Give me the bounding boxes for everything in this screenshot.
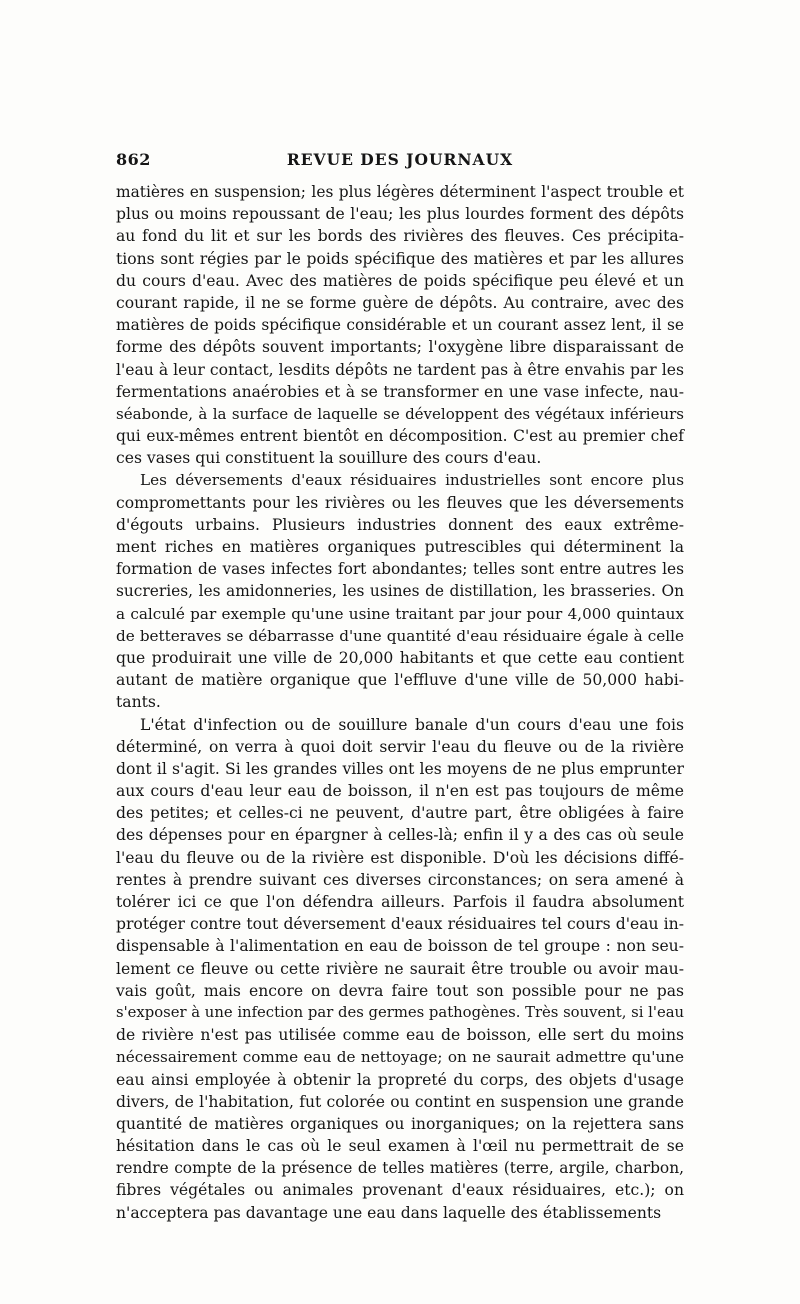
- text-line: tants.: [116, 693, 161, 712]
- text-line: de rivière n'est pas utilisée comme eau de boisson, elle sert du moins: [116, 1026, 684, 1045]
- text-line: dispensable à l'alimentation en eau de boisson de tel groupe : non seu-: [116, 937, 684, 956]
- text-line: des dépenses pour en épargner à celles-là; enfin il y a des cas où seule: [116, 826, 684, 845]
- text-line: a calculé par exemple qu'une usine traitant par jour pour 4,000 quintaux: [116, 604, 684, 623]
- text-line: au fond du lit et sur les bords des rivières des fleuves. Ces précipita-: [116, 227, 684, 246]
- text-line: divers, de l'habitation, fut colorée ou contint en suspension une grande: [116, 1092, 684, 1111]
- text-line: que produirait une ville de 20,000 habitants et que cette eau contient: [116, 648, 684, 667]
- text-line: vais goût, mais encore on devra faire tout son possible pour ne pas: [116, 981, 684, 1000]
- text-line: courant rapide, il ne se forme guère de dépôts. Au contraire, avec des: [116, 293, 684, 312]
- text-line: lement ce fleuve ou cette rivière ne saurait être trouble ou avoir mau-: [116, 959, 684, 978]
- text-line: dont il s'agit. Si les grandes villes ont les moyens de ne plus emprunter: [116, 759, 684, 778]
- text-line: déterminé, on verra à quoi doit servir l'eau du fleuve ou de la rivière: [116, 737, 684, 756]
- text-line: matières en suspension; les plus légères déterminent l'aspect trouble et: [116, 183, 684, 201]
- text-line: sucreries, les amidonneries, les usines de distillation, les brasseries. On: [116, 582, 684, 601]
- page-header: [116, 150, 684, 176]
- text-line: d'égouts urbains. Plusieurs industries donnent des eaux extrême-: [116, 515, 684, 534]
- page-number: 862: [116, 150, 151, 169]
- text-line: rendre compte de la présence de telles matières (terre, argile, charbon,: [116, 1159, 684, 1178]
- text-line: ment riches en matières organiques putrescibles qui déterminent la: [116, 538, 684, 556]
- text-line: L'état d'infection ou de souillure banale d'un cours d'eau une fois: [140, 715, 684, 734]
- body-text: [116, 181, 684, 1224]
- text-line: l'eau du fleuve ou de la rivière est disponible. D'où les décisions diffé-: [116, 848, 684, 867]
- text-line: eau ainsi employée à obtenir la propreté du corps, des objets d'usage: [116, 1070, 684, 1089]
- text-line: l'eau à leur contact, lesdits dépôts ne tardent pas à être envahis par les: [116, 360, 684, 379]
- text-line: nécessairement comme eau de nettoyage; on ne saurait admettre qu'une: [116, 1048, 684, 1067]
- running-head: REVUE DES JOURNAUX: [286, 150, 514, 169]
- text-line: séabonde, à la surface de laquelle se développent des végétaux inférieurs: [116, 404, 684, 423]
- text-line: hésitation dans le cas où le seul examen à l'œil nu permettrait de se: [116, 1137, 684, 1156]
- text-line: plus ou moins repoussant de l'eau; les plus lourdes forment des dépôts: [116, 205, 684, 224]
- text-line: qui eux-mêmes entrent bientôt en décomposition. C'est au premier chef: [116, 427, 684, 446]
- text-line: du cours d'eau. Avec des matières de poids spécifique peu élevé et un: [116, 271, 684, 290]
- paragraph-2: [116, 469, 684, 713]
- text-line: des petites; et celles-ci ne peuvent, d'autre part, être obligées à faire: [116, 804, 684, 823]
- text-line: autant de matière organique que l'effluve d'une ville de 50,000 habi-: [116, 671, 684, 690]
- text-line: protéger contre tout déversement d'eaux résiduaires tel cours d'eau in-: [116, 915, 684, 934]
- text-line: de betteraves se débarrasse d'une quantité d'eau résiduaire égale à celle: [116, 626, 684, 645]
- text-line: formation de vases infectes fort abondantes; telles sont entre autres les: [116, 560, 684, 579]
- text-line: ces vases qui constituent la souillure des cours d'eau.: [116, 449, 542, 468]
- text-line: tolérer ici ce que l'on défendra ailleurs. Parfois il faudra absolument: [116, 893, 684, 911]
- text-line: fibres végétales ou animales provenant d'eaux résiduaires, etc.); on: [116, 1181, 684, 1200]
- text-line: compromettants pour les rivières ou les fleuves que les déversements: [116, 493, 684, 512]
- text-line: Les déversements d'eaux résiduaires industrielles sont encore plus: [140, 471, 684, 490]
- text-line: rentes à prendre suivant ces diverses circonstances; on sera amené à: [116, 870, 684, 889]
- text-line: aux cours d'eau leur eau de boisson, il n'en est pas toujours de même: [116, 782, 684, 801]
- text-line: s'exposer à une infection par des germes pathogènes. Très souvent, si l'eau: [116, 1003, 685, 1021]
- text-line: n'acceptera pas davantage une eau dans laquelle des établissements: [116, 1203, 662, 1222]
- text-line: quantité de matières organiques ou inorganiques; on la rejettera sans: [116, 1114, 684, 1133]
- text-line: forme des dépôts souvent importants; l'oxygène libre disparaissant de: [116, 338, 684, 357]
- text-line: matières de poids spécifique considérable et un courant assez lent, il se: [116, 316, 684, 335]
- paragraph-1: [116, 181, 684, 469]
- paragraph-3: [116, 714, 684, 1224]
- text-line: fermentations anaérobies et à se transformer en une vase infecte, nau-: [116, 382, 684, 401]
- text-line: tions sont régies par le poids spécifique des matières et par les allures: [116, 249, 684, 268]
